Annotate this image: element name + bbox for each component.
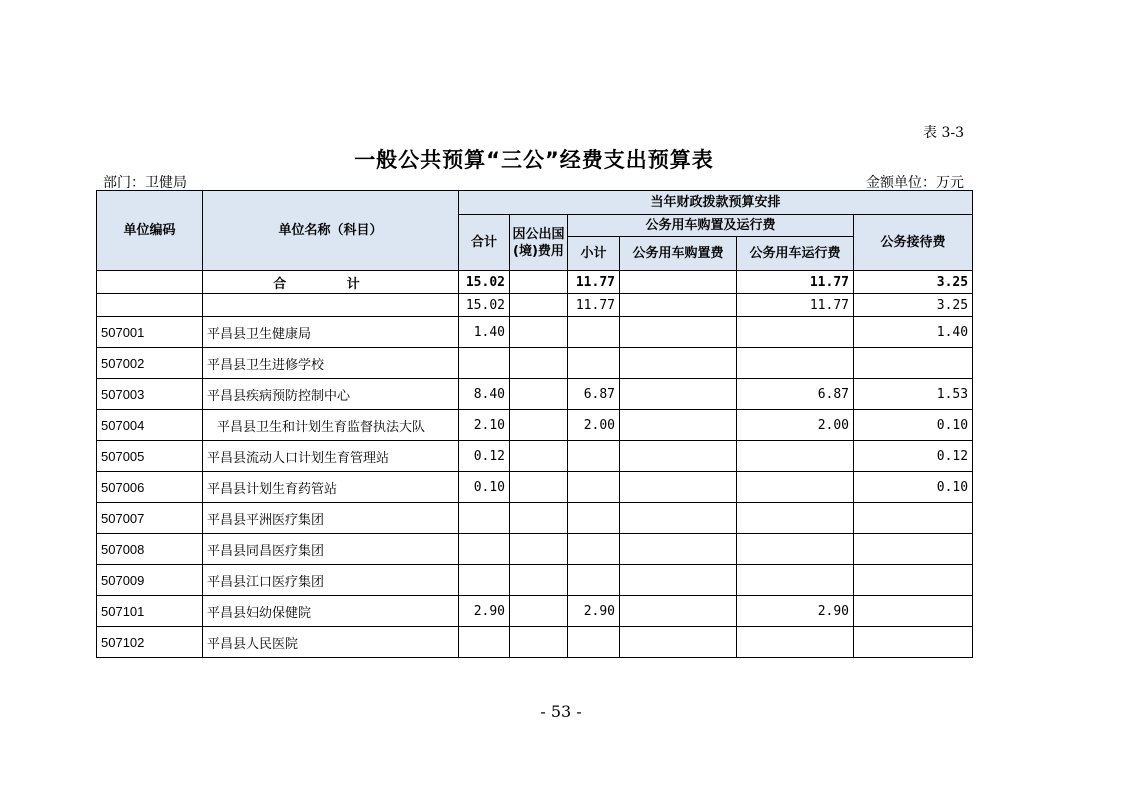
total-abroad [510,271,568,294]
row-operation [737,534,854,565]
row-code: 507006 [97,472,203,503]
row-total: 0.12 [459,441,510,472]
row-abroad [510,379,568,410]
subtotal-row [97,294,973,317]
row-reception: 0.12 [854,441,973,472]
row-code: 507002 [97,348,203,379]
row-purchase [620,379,737,410]
row-operation [737,441,854,472]
row-subtotal [568,441,620,472]
row-total [459,565,510,596]
total-reception: 3.25 [854,271,973,294]
sub-purchase [620,294,737,317]
row-name: 平昌县妇幼保健院 [203,596,459,627]
sub-abroad [510,294,568,317]
row-total [459,348,510,379]
row-reception [854,534,973,565]
row-code: 507001 [97,317,203,348]
row-purchase [620,503,737,534]
table-row [97,348,973,379]
row-reception [854,503,973,534]
row-purchase [620,348,737,379]
row-purchase [620,472,737,503]
table-row [97,503,973,534]
row-code: 507008 [97,534,203,565]
page-number: - 53 - [540,702,582,721]
header-code: 单位编码 [97,191,203,271]
total-purchase [620,271,737,294]
row-total: 1.40 [459,317,510,348]
sub-total: 15.02 [459,294,510,317]
row-purchase [620,627,737,658]
header-reception: 公务接待费 [854,215,973,271]
header-abroad: 因公出国(境)费用 [510,215,568,271]
row-total: 2.90 [459,596,510,627]
sub-name [203,294,459,317]
row-reception: 1.53 [854,379,973,410]
row-subtotal: 2.00 [568,410,620,441]
row-operation [737,472,854,503]
row-operation: 2.90 [737,596,854,627]
header-total: 合计 [459,215,510,271]
header-vehicle-operation: 公务用车运行费 [737,237,854,271]
header-name: 单位名称（科目） [203,191,459,271]
row-name: 平昌县疾病预防控制中心 [203,379,459,410]
row-operation [737,503,854,534]
table-row [97,379,973,410]
row-name: 平昌县同昌医疗集团 [203,534,459,565]
header-subtotal: 小计 [568,237,620,271]
department-label: 部门：卫健局 [103,175,187,191]
row-reception: 1.40 [854,317,973,348]
sub-reception: 3.25 [854,294,973,317]
row-abroad [510,503,568,534]
table-row [97,317,973,348]
row-name: 平昌县卫生健康局 [203,317,459,348]
row-code: 507005 [97,441,203,472]
table-row [97,627,973,658]
row-name: 平昌县江口医疗集团 [203,565,459,596]
row-subtotal: 6.87 [568,379,620,410]
row-operation: 6.87 [737,379,854,410]
row-reception [854,596,973,627]
row-abroad [510,317,568,348]
header-vehicle: 公务用车购置及运行费 [568,215,854,237]
row-reception [854,627,973,658]
row-total: 0.10 [459,472,510,503]
table-row [97,472,973,503]
table-row [97,410,973,441]
row-total [459,534,510,565]
row-purchase [620,565,737,596]
row-subtotal [568,627,620,658]
row-abroad [510,534,568,565]
row-total [459,503,510,534]
page-title: 一般公共预算“三公”经费支出预算表 [354,148,714,172]
row-abroad [510,472,568,503]
total-label: 合 计 [203,271,459,294]
row-reception: 0.10 [854,472,973,503]
row-reception [854,348,973,379]
row-purchase [620,441,737,472]
row-purchase [620,534,737,565]
row-code: 507007 [97,503,203,534]
table-row [97,565,973,596]
total-total: 15.02 [459,271,510,294]
row-subtotal [568,348,620,379]
row-name: 平昌县卫生进修学校 [203,348,459,379]
row-abroad [510,441,568,472]
row-name: 平昌县流动人口计划生育管理站 [203,441,459,472]
row-code: 507004 [97,410,203,441]
row-operation [737,348,854,379]
row-subtotal: 2.90 [568,596,620,627]
row-abroad [510,627,568,658]
row-code: 507003 [97,379,203,410]
header-vehicle-purchase: 公务用车购置费 [620,237,737,271]
row-name: 平昌县计划生育药管站 [203,472,459,503]
row-name: 平昌县平洲医疗集团 [203,503,459,534]
row-operation [737,565,854,596]
table-number: 表 3-3 [923,125,964,141]
row-total: 2.10 [459,410,510,441]
header-allocation: 当年财政拨款预算安排 [459,191,973,215]
row-name: 平昌县卫生和计划生育监督执法大队 [203,410,459,441]
row-reception [854,565,973,596]
row-subtotal [568,534,620,565]
total-row [97,271,973,294]
sub-code [97,294,203,317]
row-total [459,627,510,658]
table-row [97,534,973,565]
row-purchase [620,596,737,627]
row-total: 8.40 [459,379,510,410]
row-name: 平昌县人民医院 [203,627,459,658]
row-abroad [510,348,568,379]
row-subtotal [568,503,620,534]
row-abroad [510,565,568,596]
row-code: 507102 [97,627,203,658]
row-code: 507009 [97,565,203,596]
row-subtotal [568,565,620,596]
row-abroad [510,410,568,441]
budget-table [96,190,973,658]
row-purchase [620,410,737,441]
total-code [97,271,203,294]
row-operation [737,317,854,348]
row-reception: 0.10 [854,410,973,441]
row-code: 507101 [97,596,203,627]
row-subtotal [568,317,620,348]
row-operation: 2.00 [737,410,854,441]
row-purchase [620,317,737,348]
table-row [97,441,973,472]
sub-subtotal: 11.77 [568,294,620,317]
row-subtotal [568,472,620,503]
table-row [97,596,973,627]
total-subtotal: 11.77 [568,271,620,294]
total-operation: 11.77 [737,271,854,294]
row-abroad [510,596,568,627]
row-operation [737,627,854,658]
unit-label: 金额单位：万元 [866,175,964,191]
sub-operation: 11.77 [737,294,854,317]
